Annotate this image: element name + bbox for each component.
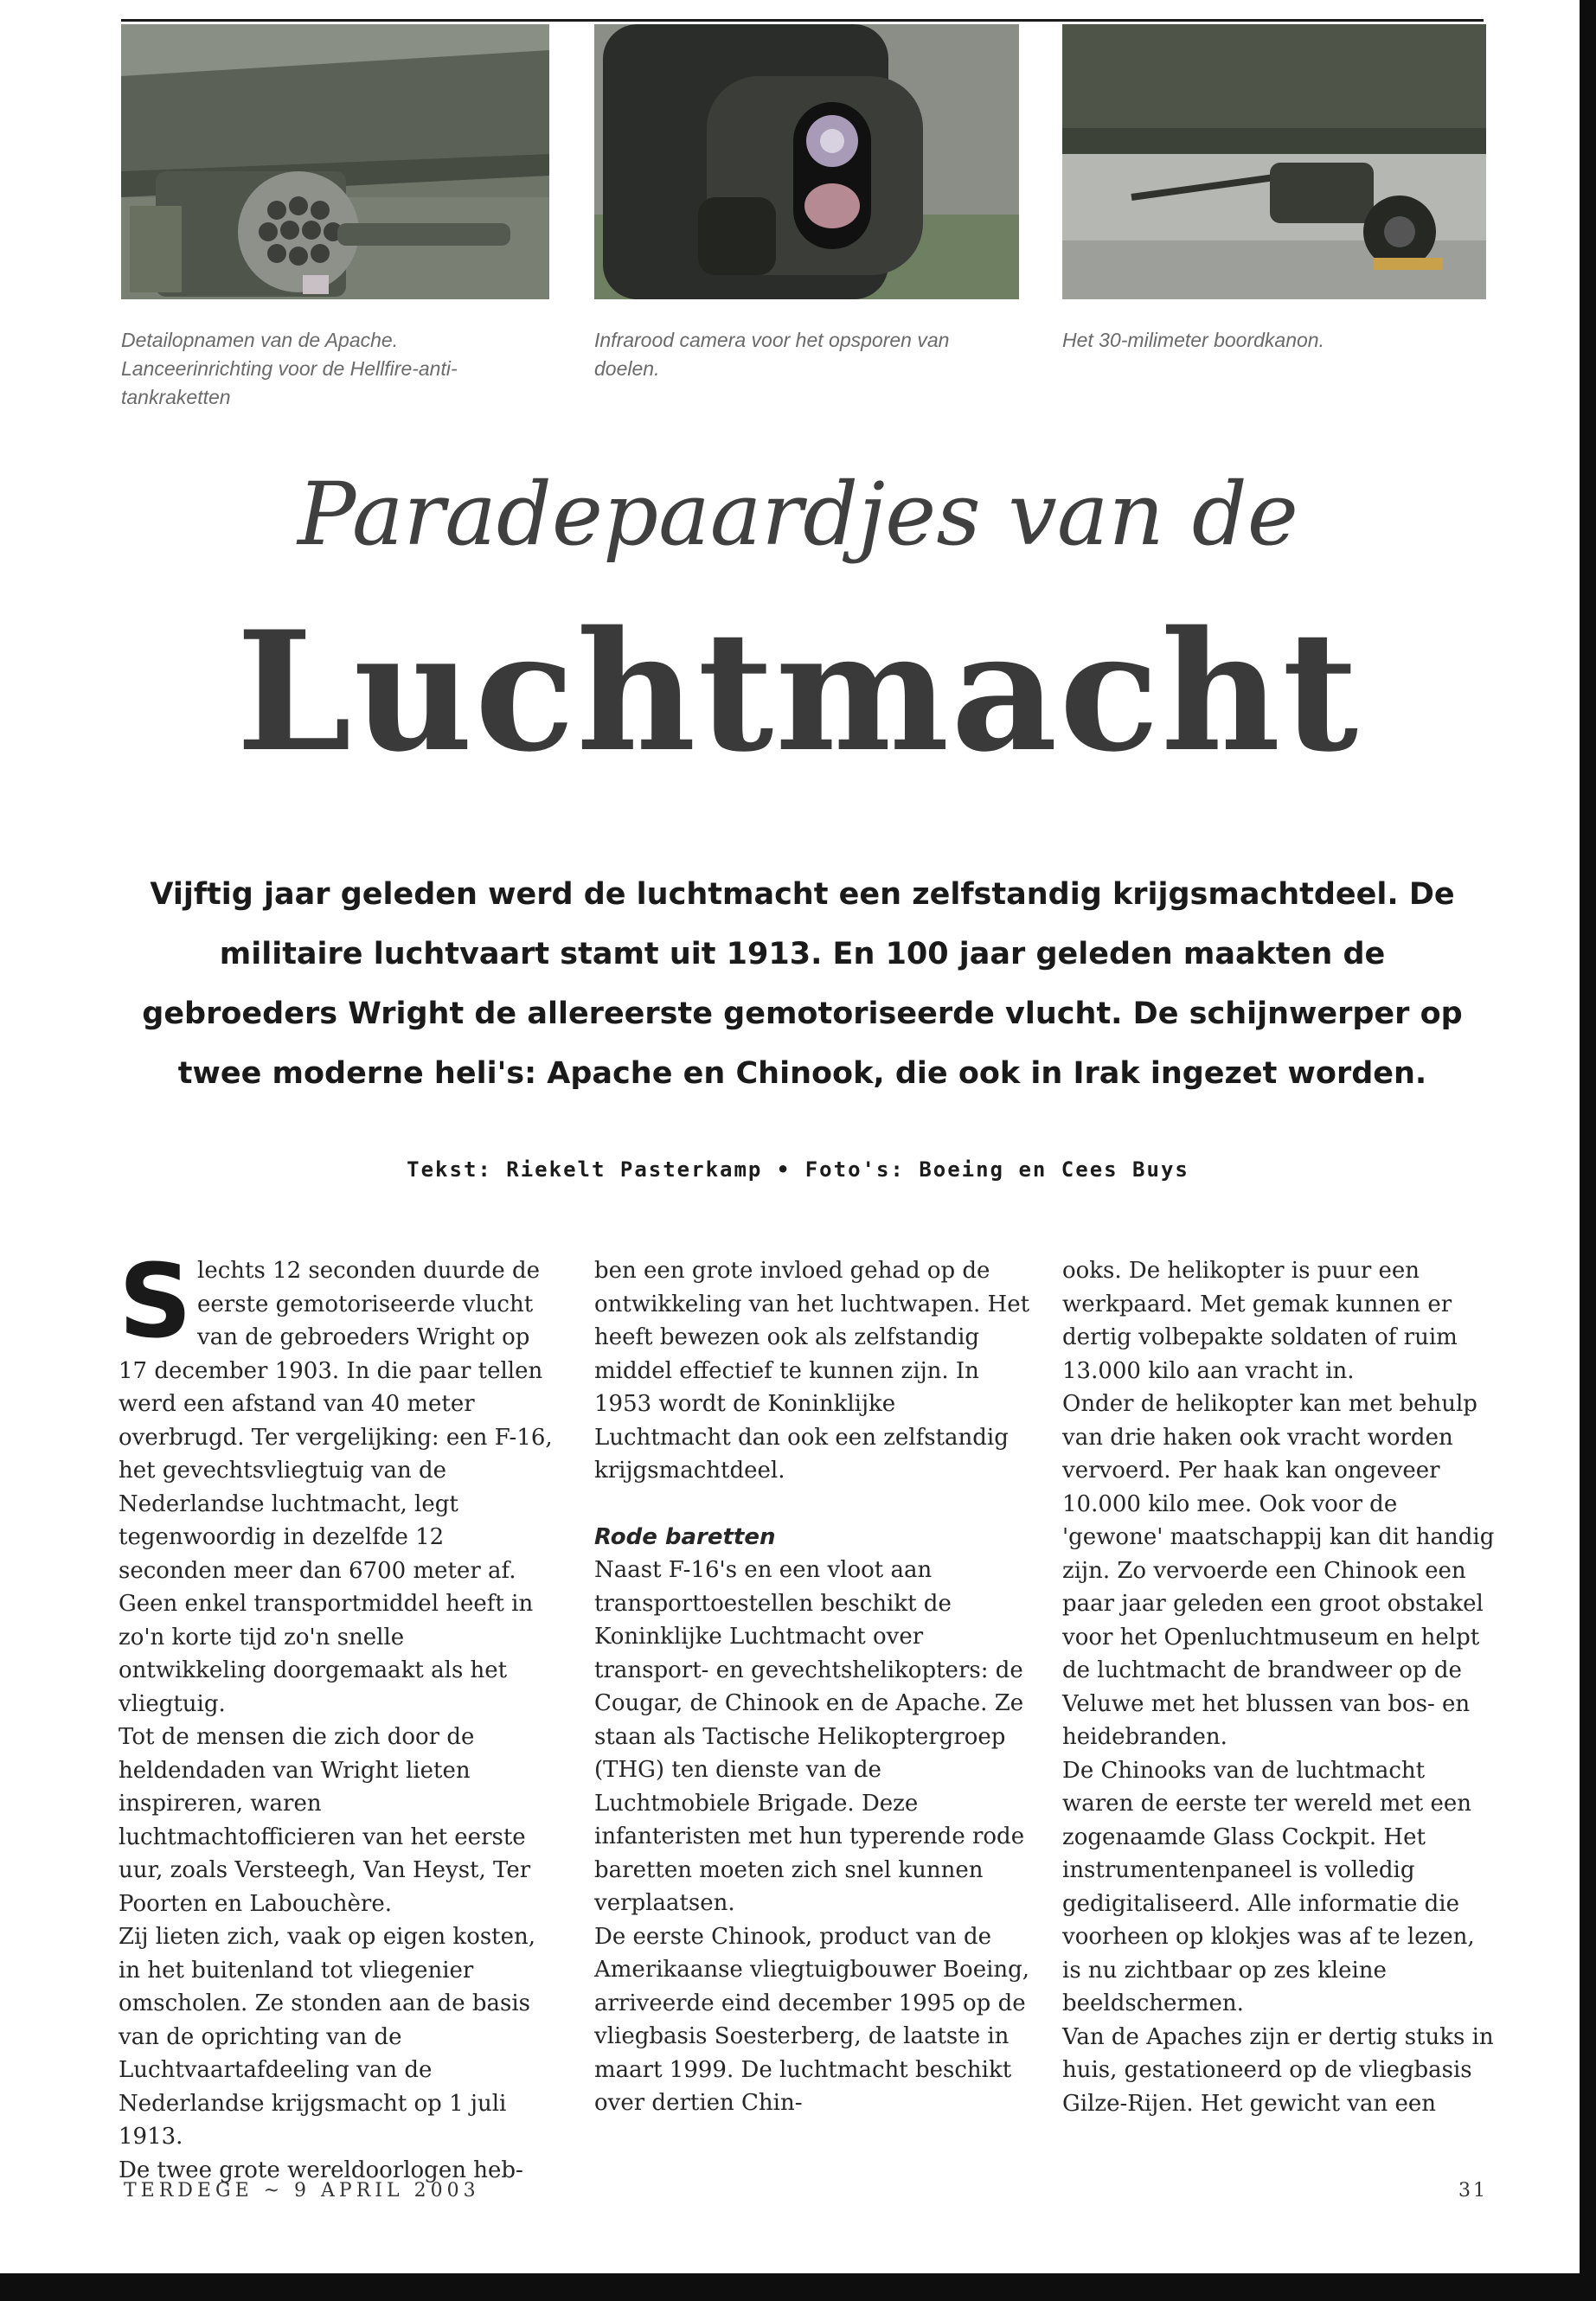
opening-paragraph: [119, 1241, 555, 1721]
author-credit: Tekst: Riekelt Pasterkamp • Foto's: Boeing en Cees Buys: [407, 1157, 1189, 1182]
paragraph: Onder de helikopter kan met behulp van drie haken ook vracht worden vervoerd. Per haak kan ongeveer 10.000 kilo mee. Ook voor de 'gewone' maatschappij kan dit handig zijn. Zo vervoerde een Chinook een paar jaar geleden een groot obstakel voor het Openluchtmuseum en helpt de luchtmacht de brandweer op de Veluwe met het blussen van bos- en heidebranden.: [1062, 1391, 1495, 1750]
photo-caption-cannon: Het 30-milimeter boordkanon.: [1062, 329, 1324, 351]
page-edge-right: [1580, 0, 1596, 2301]
photo-caption-launcher: Detailopnamen van de Apache. Lanceerinrichting voor de Hellfire-anti-tankraketten: [121, 329, 458, 408]
body-column-3: [1062, 1254, 1499, 2120]
footer-publication: TERDEGE ~ 9 APRIL 2003: [124, 2180, 480, 2202]
body-column-1: [119, 1241, 555, 2187]
paragraph: Zij lieten zich, vaak op eigen kosten, in het buitenland tot vliegenier omscholen. Ze stonden aan de basis van de oprichting van de Luchtvaartafdeeling van de Nederlandse krijgsmacht op 1 juli 1913.: [119, 1924, 536, 2150]
subheading: Rode baretten: [594, 1523, 776, 1550]
paragraph: De Chinooks van de luchtmacht waren de eerste ter wereld met een zogenaamde Glass Cockpit. Het instrumentenpaneel is volledig gedigitaliseerd. Alle informatie die voorheen op klokjes was af te lezen, is nu zichtbaar op zes kleine beeldschermen.: [1062, 1757, 1475, 2016]
paragraph: Naast F-16's en een vloot aan transporttoestellen beschikt de Koninklijke Luchtmacht over transport- en gevechtshelikopters: de Cougar, de Chinook en de Apache. Ze staan als Tactische Helikoptergroep (THG) ten dienste van de Luchtmobiele Brigade. Deze infanteristen met hun typerende rode baretten moeten zich snel kunnen verplaatsen.: [594, 1557, 1025, 1916]
body-column-2: [594, 1254, 1031, 2120]
paragraph: Van de Apaches zijn er dertig stuks in huis, gestationeerd op de vliegbasis Gilze-Rijen. Het gewicht van een: [1062, 2023, 1494, 2117]
cannon-photo: [1062, 24, 1486, 299]
paragraph-text: lechts 12 seconden duurde de eerste gemotoriseerde vlucht van de gebroeders Wright op 17 december 1903. In die paar tellen werd een afstand van 40 meter overbrugd. Ter vergelijking: een F-16, het gevechtsvliegtuig van de Nederlandse luchtmacht, legt tegenwoordig in dezelfde 12 seconden meer dan 6700 meter af. Geen enkel transportmiddel heeft in zo'n korte tijd zo'n snelle ontwikkeling doorgemaakt als het vliegtuig.: [119, 1258, 553, 1717]
paragraph: ooks. De helikopter is puur een werkpaard. Met gemak kunnen er dertig volbepakte soldaten of ruim 13.000 kilo aan vracht in.: [1062, 1258, 1458, 1384]
paragraph: De eerste Chinook, product van de Amerikaanse vliegtuigbouwer Boeing, arriveerde eind december 1995 op de vliegbasis Soesterberg, de laatste in maart 1999. De luchtmacht beschikt over dertien Chin-: [594, 1923, 1030, 2116]
apache-rocket-launcher-photo: [121, 24, 549, 299]
paragraph: De twee grote wereldoorlogen heb-: [119, 2157, 523, 2183]
paragraph: Tot de mensen die zich door de heldendaden van Wright lieten inspireren, waren luchtmachtofficieren van het eerste uur, zoals Versteegh, Van Heyst, Ter Poorten en Labouchère.: [119, 1724, 531, 1917]
page-edge-bottom: [0, 2273, 1596, 2301]
page-number: 31: [1458, 2180, 1488, 2202]
photo-caption-camera: Infrarood camera voor het opsporen van doelen.: [594, 329, 950, 380]
title-line-1: Paradepaardjes van de: [298, 464, 1298, 565]
lead-paragraph: Vijftig jaar geleden werd de luchtmacht een zelfstandig krijgsmachtdeel. De militaire luchtvaart stamt uit 1913. En 100 jaar geleden maakten de gebroeders Wright de allereerste gemotoriseerde vlucht. De schijnwerper op twee moderne heli's: Apache en Chinook, die ook in Irak ingezet worden.: [142, 877, 1463, 1091]
top-rule: [121, 19, 1484, 22]
drop-cap: S: [119, 1241, 192, 1361]
paragraph: ben een grote invloed gehad op de ontwikkeling van het luchtwapen. Het heeft bewezen ook als zelfstandig middel effectief te kunnen zijn. In 1953 wordt de Koninklijke Luchtmacht dan ook een zelfstandig krijgsmachtdeel.: [594, 1258, 1030, 1484]
title-line-2: Luchtmacht: [235, 595, 1361, 788]
infrared-camera-photo: [594, 24, 1019, 299]
